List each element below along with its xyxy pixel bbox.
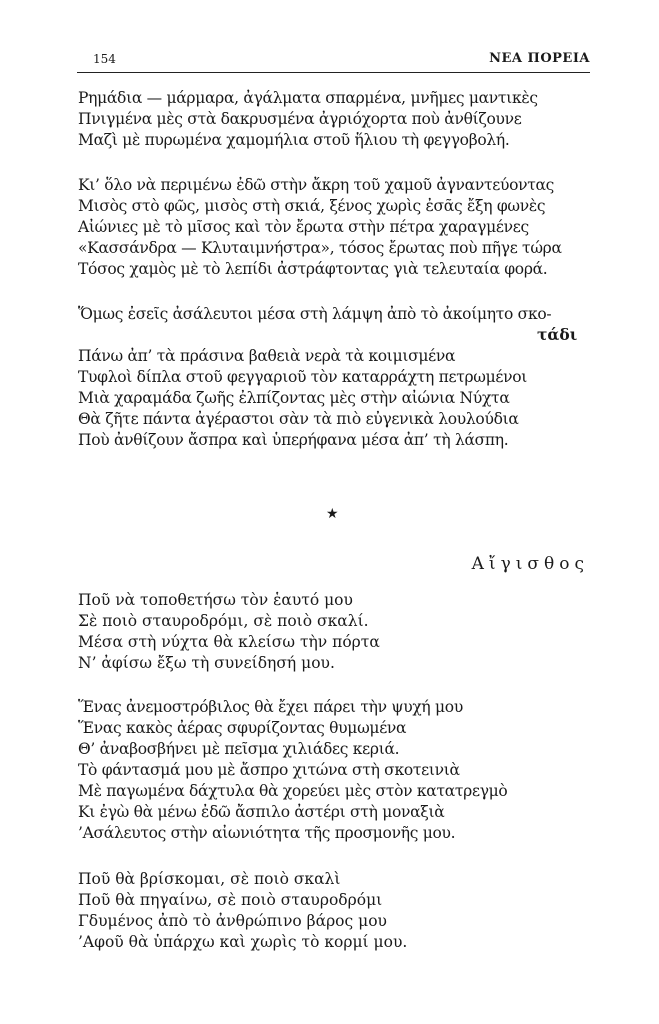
- poem-line: Ρημάδια — μάρμαρα, ἀγάλματα σπαρμένα, μνῆμες μαντικὲς: [78, 89, 538, 107]
- poem-line-continuation: τάδι: [537, 325, 578, 344]
- poem-line: Ποῦ θὰ βρίσκομαι, σὲ ποιὸ σκαλὶ: [78, 870, 341, 888]
- poem-line: Τόσος χαμὸς μὲ τὸ λεπίδι ἀστράφτοντας γιὰ τελευταία φορά.: [78, 260, 548, 278]
- poem-line: Τυφλοὶ δίπλα στοῦ φεγγαριοῦ τὸν καταρράχτη πετρωμένοι: [78, 368, 528, 386]
- poem-line: «Κασσάνδρα — Κλυταιμνήστρα», τόσος ἔρωτας ποὺ πῆγε τώρα: [78, 239, 562, 257]
- section-title: Αἴγισθος: [471, 554, 589, 574]
- poem-line: Πνιγμένα μὲς στὰ δακρυσμένα ἀγριόχορτα ποὺ ἀνθίζουνε: [78, 110, 522, 128]
- poem-line: Ποὺ ἀνθίζουν ἄσπρα καὶ ὑπερήφανα μέσα ἀπ’ τὴ λάσπη.: [78, 431, 509, 449]
- poem-line: Ὅμως ἐσεῖς ἀσάλευτοι μέσα στὴ λάμψη ἀπὸ τὸ ἀκοίμητο σκο-: [78, 305, 552, 323]
- poem-line: Ἕνας ἀνεμοστρόβιλος θὰ ἔχει πάρει τὴν ψυχή μου: [78, 698, 463, 716]
- poem-line: Μιὰ χαραμάδα ζωῆς ἐλπίζοντας μὲς στὴν αἰώνια Νύχτα: [78, 389, 510, 407]
- poem-line: Γδυμένος ἀπὸ τὸ ἀνθρώπινο βάρος μου: [78, 912, 387, 930]
- poem-line: Ποῦ θὰ πηγαίνω, σὲ ποιὸ σταυροδρόμι: [78, 891, 383, 909]
- poem-line: Ἕνας κακὸς ἀέρας σφυρίζοντας θυμωμένα: [78, 719, 407, 737]
- poem-line: Αἰώνιες μὲ τὸ μῖσος καὶ τὸν ἔρωτα στὴν πέτρα χαραγμένες: [78, 218, 529, 236]
- separator-star: ★: [326, 506, 339, 522]
- poem-line: Μέσα στὴ νύχτα θὰ κλείσω τὴν πόρτα: [78, 633, 380, 651]
- poem-line: Μισὸς στὸ φῶς, μισὸς στὴ σκιά, ξένος χωρὶς ἐσᾶς ἔξη φωνὲς: [78, 197, 546, 215]
- poem-line: Ποῦ νὰ τοποθετήσω τὸν ἑαυτό μου: [78, 591, 353, 609]
- poem-line: Πάνω ἀπ’ τὰ πράσινα βαθειὰ νερὰ τὰ κοιμισμένα: [78, 347, 456, 365]
- poem-line: Κι’ ὅλο νὰ περιμένω ἐδῶ στὴν ἄκρη τοῦ χαμοῦ ἀγναντεύοντας: [78, 176, 555, 194]
- poem-line: Σὲ ποιὸ σταυροδρόμι, σὲ ποιὸ σκαλί.: [78, 612, 369, 630]
- poem-line: Μαζὶ μὲ πυρωμένα χαμομήλια στοῦ ἥλιου τὴ φεγγοβολή.: [78, 131, 510, 149]
- poem-line: Μὲ παγωμένα δάχτυλα θὰ χορεύει μὲς στὸν κατατρεγμὸ: [78, 782, 508, 800]
- poem-line: Θὰ ζῆτε πάντα ἀγέραστοι σὰν τὰ πιὸ εὐγενικὰ λουλούδια: [78, 410, 519, 428]
- poem-line: Ν’ ἀφίσω ἔξω τὴ συνείδησή μου.: [78, 654, 335, 672]
- poem-line: ’Αφοῦ θὰ ὑπάρχω καὶ χωρὶς τὸ κορμί μου.: [78, 933, 408, 951]
- poem-line: Κι ἐγὼ θὰ μένω ἐδῶ ἄσπιλο ἀστέρι στὴ μοναξιὰ: [78, 803, 445, 821]
- page-header: [77, 50, 590, 73]
- poem-line: Θ’ ἀναβοσβήνει μὲ πεῖσμα χιλιάδες κεριά.: [78, 740, 400, 758]
- poem-line: Τὸ φάντασμά μου μὲ ἄσπρο χιτώνα στὴ σκοτεινιὰ: [78, 761, 460, 779]
- page-number: 154: [93, 52, 116, 66]
- poem-line: ’Ασάλευτος στὴν αἰωνιότητα τῆς προσμονῆς μου.: [78, 824, 456, 842]
- running-title: ΝΕΑ ΠΟΡΕΙΑ: [489, 51, 590, 66]
